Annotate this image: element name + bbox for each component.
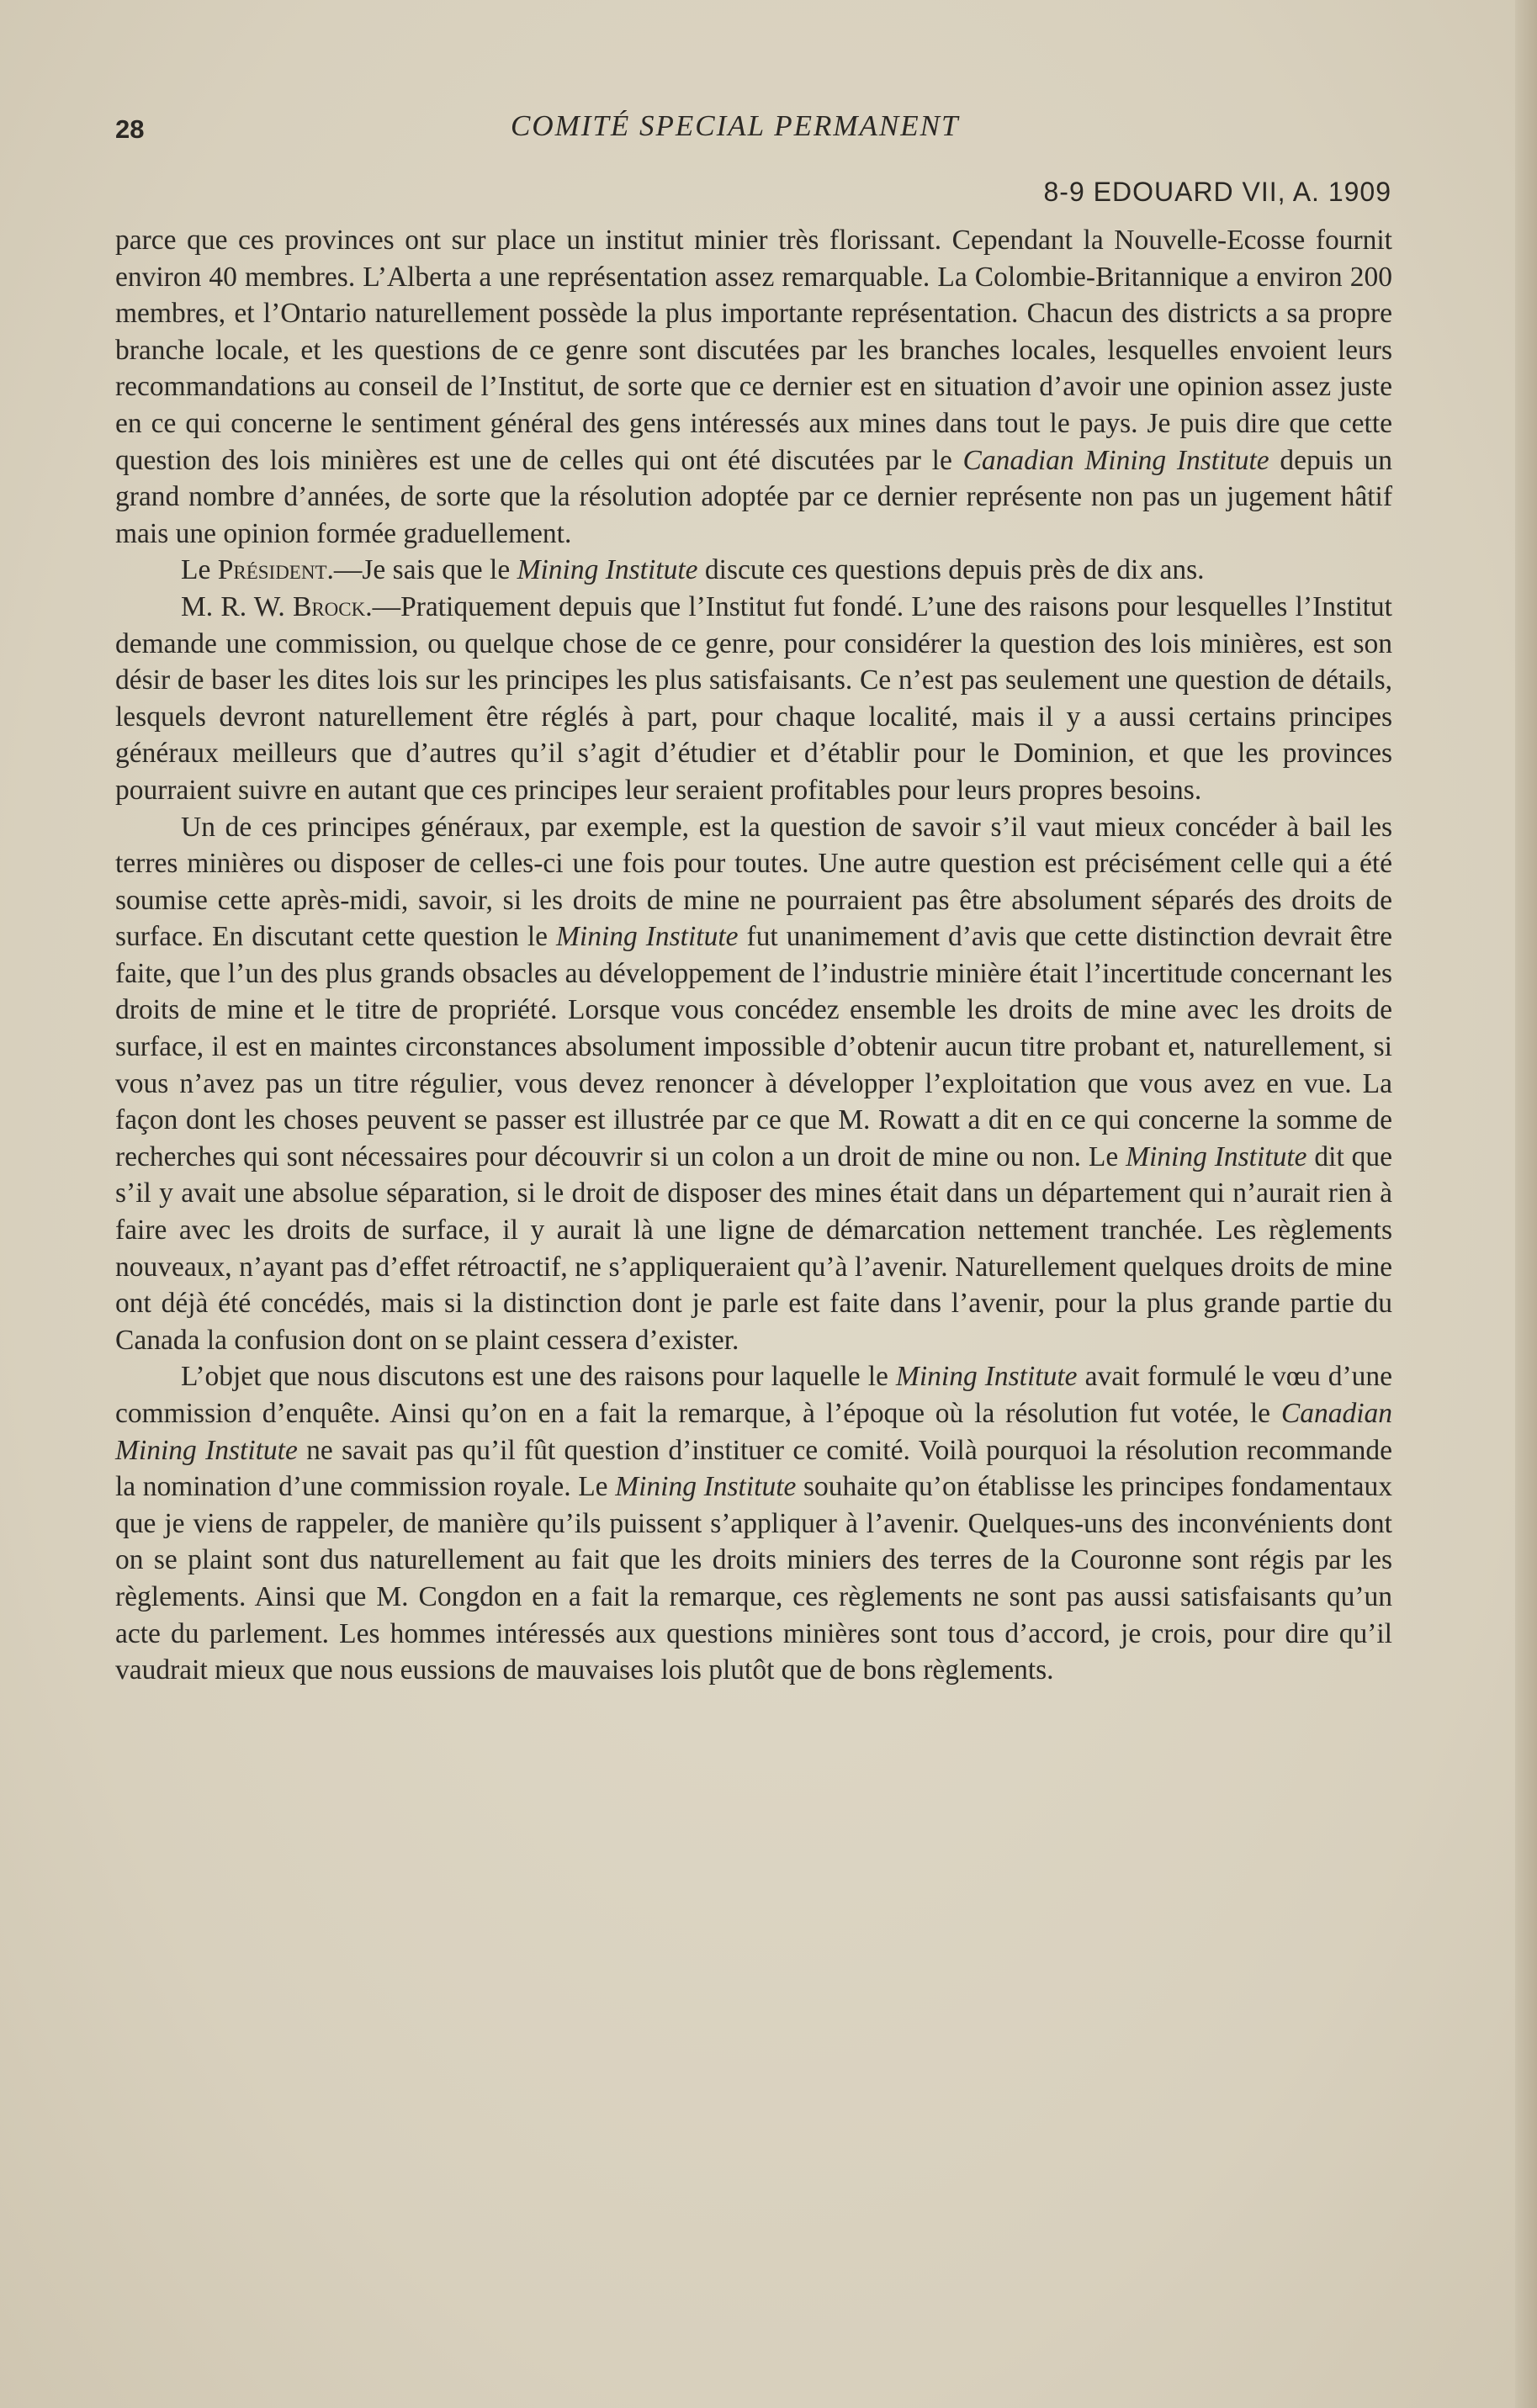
paragraph xyxy=(115,1358,1392,1688)
text-run: Un de ces principes généraux, par exemple, est la question de savoir s’il vaut mieux concéder à bail les terres minières ou disposer de celles-ci une fois pour toutes. Une autre question est précisément celle qui a été soumise cette après-midi, savoir, si les droits de mine ne pourraient pas être absolument séparés des droits de surface. En discutant cette question le xyxy=(115,811,1392,953)
italic-text: Canadian Mining Institute xyxy=(962,444,1269,476)
session-reference: 8-9 EDOUARD VII, A. 1909 xyxy=(1043,177,1391,207)
text-run: souhaite qu’on établisse les principes fondamentaux que je viens de rappeler, de manière qu’ils puissent s’appliquer à l’avenir. Quelques-uns des inconvénients dont on se plaint sont dus naturellement au fait que les droits miniers des terres de la Couronne sont régis par les règlements. Ainsi que M. Congdon en a fait la remarque, ces règlements ne sont pas aussi satisfaisants qu’un acte du parlement. Les hommes intéressés aux questions minières sont tous d’accord, je crois, pour dire qu’il vaudrait mieux que nous eussions de mauvaises lois plutôt que de bons règlements. xyxy=(115,1471,1392,1686)
text-run: ne savait pas qu’il fût question d’instituer ce comité. Voilà pourquoi la résolution recommande la nomination d’une commission royale. Le xyxy=(115,1434,1392,1503)
running-title: COMITÉ SPECIAL PERMANENT xyxy=(511,109,960,142)
text-run: fut unanimement d’avis que cette distinction devrait être faite, que l’un des plus grands obsacles au développement de l’industrie minière était l’incertitude concernant les droits de mine et le titre de propriété. Lorsque vous concédez ensemble les droits de mine avec les droits de surface, il est en maintes circonstances absolument impossible d’obtenir aucun titre probant et, naturellement, si vous n’avez pas un titre régulier, vous devez renoncer à développer l’exploitation que vous avez en vue. La façon dont les choses peuvent se passer est illustrée par ce que M. Rowatt a dit en ce qui concerne la somme de recherches qui sont nécessaires pour découvrir si un colon a un droit de mine ou non. Le xyxy=(115,921,1392,1172)
italic-text: Canadian Mining Institute xyxy=(115,1398,1392,1466)
italic-text: Mining Institute xyxy=(1126,1140,1307,1172)
italic-text: Mining Institute xyxy=(615,1471,797,1503)
paragraph xyxy=(115,809,1392,1359)
text-run: parce que ces provinces ont sur place un institut minier très florissant. Cependant la Nouvelle-Ecosse fournit environ 40 membres. L’Alberta a une représentation assez remarquable. La Colombie-Britannique a environ 200 membres, et l’Ontario naturellement possède la plus importante représentation. Chacun des districts a sa propre branche locale, et les questions de ce genre sont discutées par les branches locales, lesquelles envoient leurs recommandations au conseil de l’Institut, de sorte que ce dernier est en situation d’avoir une opinion assez juste en ce qui concerne le sentiment général des gens intéressés aux mines dans tout le pays. Je puis dire que cette question des lois minières est une de celles qui ont été discutées par le xyxy=(115,225,1392,476)
text-run: M. R. W. xyxy=(181,590,293,622)
page-number: 28 xyxy=(115,114,145,144)
text-run: dit que s’il y avait une absolue séparation, si le droit de disposer des mines était dans un département qui n’aurait rien à faire avec les droits de surface, il y aurait là une ligne de démarcation nettement tranchée. Les règlements nouveaux, n’ayant pas d’effet rétroactif, ne s’appliqueraient qu’à l’avenir. Naturellement quelques droits de mine ont déjà été concédés, mais si la distinction dont je parle est faite dans l’avenir, pour la plus grande partie du Canada la confusion dont on se plaint cessera d’exister. xyxy=(115,1140,1393,1356)
text-run: .—Je sais que le xyxy=(326,554,517,586)
paragraph xyxy=(115,222,1392,552)
italic-text: Mining Institute xyxy=(895,1361,1078,1393)
text-run: Le xyxy=(181,554,218,586)
italic-text: Mining Institute xyxy=(556,921,739,953)
body-text xyxy=(115,222,1392,1689)
text-run: depuis un grand nombre d’années, de sorte que la résolution adoptée par ce dernier représente non pas un jugement hâtif mais une opinion formée graduellement. xyxy=(115,444,1392,549)
paragraph xyxy=(115,552,1392,589)
text-run: avait formulé le vœu d’une commission d’enquête. Ainsi qu’on en a fait la remarque, à l’époque où la résolution fut votée, le xyxy=(115,1361,1393,1429)
page-edge-shadow xyxy=(1515,0,1537,2408)
speaker-name: Président xyxy=(217,554,327,586)
page-header xyxy=(115,108,1392,158)
text-run: .—Pratiquement depuis que l’Institut fut fondé. L’une des raisons pour lesquelles l’Institut demande une commission, ou quelque chose de ce genre, pour considérer la question des lois minières, est son désir de baser les dites lois sur les principes les plus satisfaisants. Ce n’est pas seulement une question de détails, lesquels devront naturellement être réglés à part, pour chaque localité, mais il y a aussi certains principes généraux meilleurs que d’autres qu’il s’agit d’étudier et d’établir pour le Dominion, et que les provinces pourraient suivre en autant que ces principes leur seraient profitables pour leurs propres besoins. xyxy=(115,590,1392,806)
text-run: discute ces questions depuis près de dix ans. xyxy=(697,554,1205,586)
italic-text: Mining Institute xyxy=(517,554,698,586)
text-run: L’objet que nous discutons est une des raisons pour laquelle le xyxy=(181,1361,896,1393)
speaker-name: Brock xyxy=(292,590,366,622)
paragraph xyxy=(115,589,1392,809)
